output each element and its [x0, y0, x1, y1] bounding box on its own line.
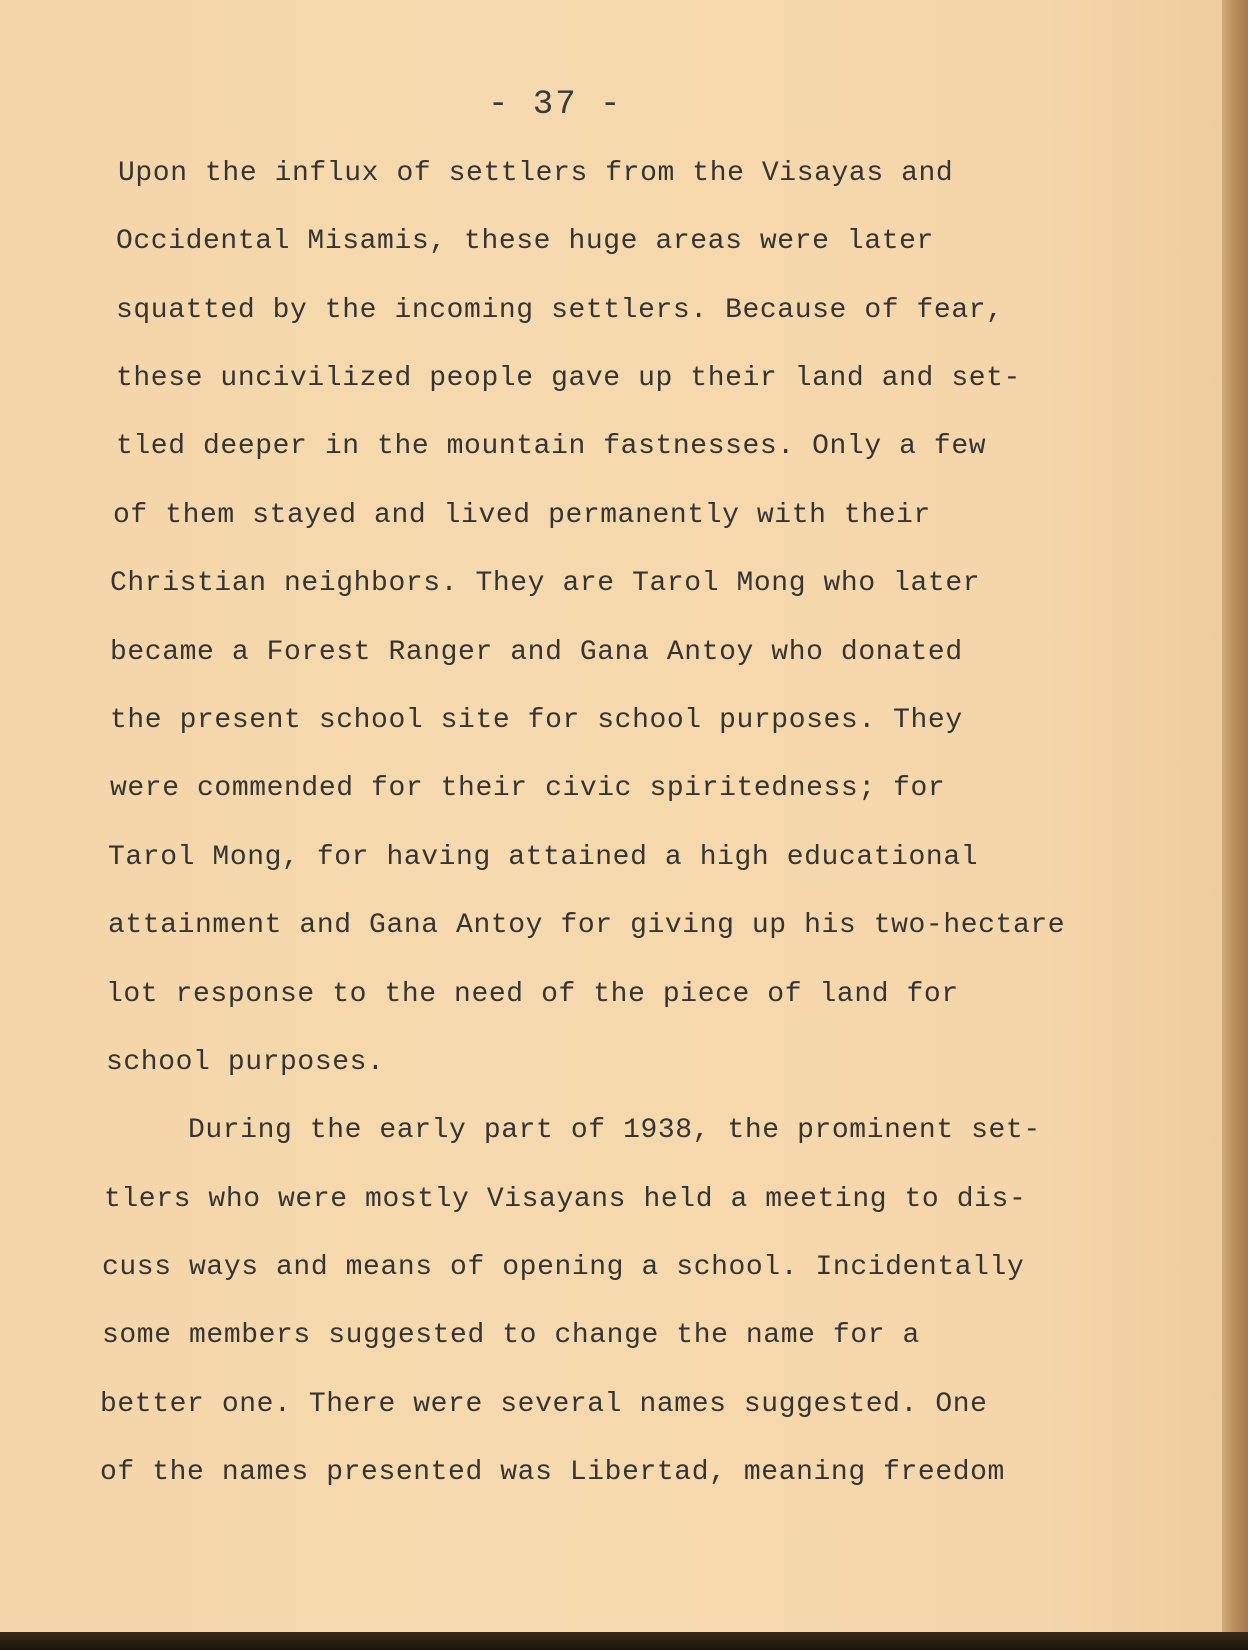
text-line: better one. There were several names suggested. One — [100, 1389, 988, 1420]
text-line: lot response to the need of the piece of land for — [106, 979, 959, 1010]
text-line: of the names presented was Libertad, meaning freedom — [100, 1457, 1005, 1488]
text-line: were commended for their civic spiritedness; for — [110, 773, 946, 804]
page-number: - 37 - — [488, 86, 623, 124]
text-line: squatted by the incoming settlers. Because of fear, — [116, 295, 1004, 326]
text-line: school purposes. — [106, 1047, 385, 1078]
page-edge — [1222, 0, 1248, 1650]
text-line: tled deeper in the mountain fastnesses. Only a few — [116, 431, 987, 462]
text-line: these uncivilized people gave up their land and set- — [116, 363, 1021, 394]
text-line: the present school site for school purposes. They — [110, 705, 963, 736]
text-line: became a Forest Ranger and Gana Antoy who donated — [110, 637, 963, 668]
text-line: attainment and Gana Antoy for giving up his two-hectare — [108, 910, 1066, 941]
scan-bottom-border — [0, 1632, 1248, 1650]
text-line: Upon the influx of settlers from the Visayas and — [118, 158, 954, 189]
text-line: During the early part of 1938, the prominent set- — [188, 1115, 1041, 1146]
text-line: some members suggested to change the name for a — [102, 1320, 920, 1351]
text-line: cuss ways and means of opening a school. Incidentally — [102, 1252, 1025, 1283]
text-line: tlers who were mostly Visayans held a meeting to dis- — [104, 1184, 1027, 1215]
text-line: of them stayed and lived permanently with their — [113, 500, 931, 531]
text-line: Occidental Misamis, these huge areas were later — [116, 226, 934, 257]
text-line: Christian neighbors. They are Tarol Mong who later — [110, 568, 981, 599]
text-line: Tarol Mong, for having attained a high educational — [108, 842, 979, 873]
